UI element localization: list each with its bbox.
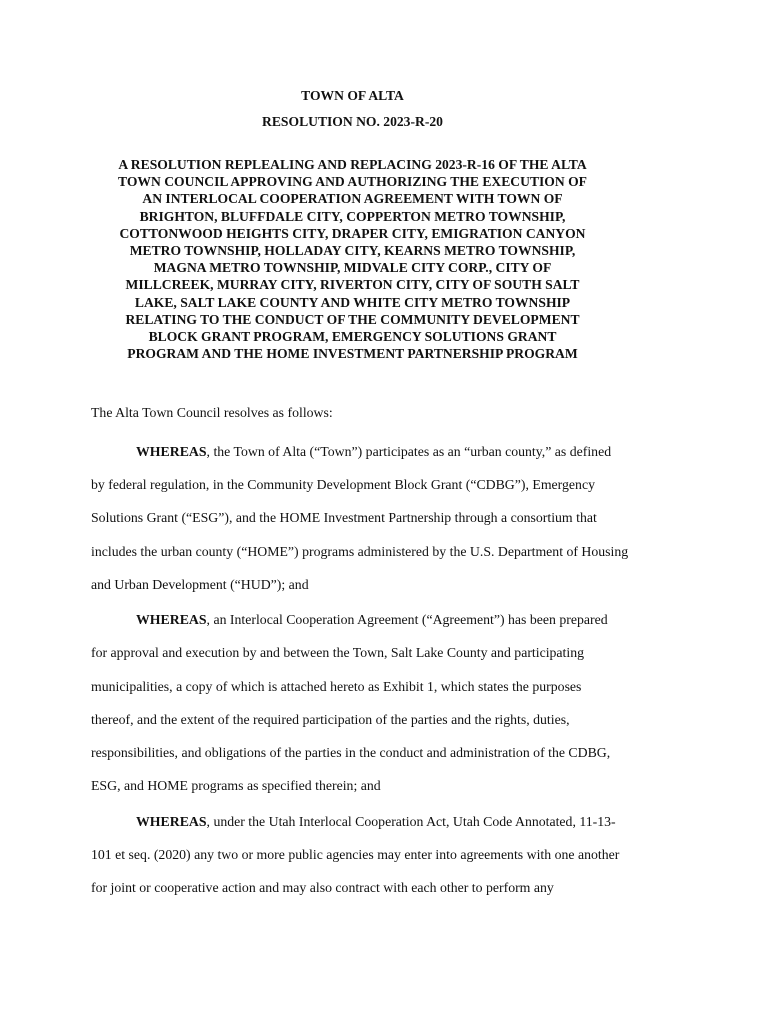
title-line: BRIGHTON, BLUFFDALE CITY, COPPERTON METRO TOWNSHIP, bbox=[139, 208, 566, 224]
whereas-2-line: ESG, and HOME programs as specified therein; and bbox=[91, 778, 381, 793]
title-line: LAKE, SALT LAKE COUNTY AND WHITE CITY METRO TOWNSHIP bbox=[134, 294, 571, 310]
whereas-1-line: and Urban Development (“HUD”); and bbox=[91, 577, 309, 592]
title-line: MAGNA METRO TOWNSHIP, MIDVALE CITY CORP., CITY OF bbox=[153, 260, 552, 276]
resolution-title bbox=[80, 156, 625, 362]
whereas-1-line: by federal regulation, in the Community Development Block Grant (“CDBG”), Emergency bbox=[91, 477, 595, 492]
whereas-2-line: municipalities, a copy of which is attached hereto as Exhibit 1, which states the purposes bbox=[91, 679, 582, 694]
title-line: TOWN COUNCIL APPROVING AND AUTHORIZING THE EXECUTION OF bbox=[118, 174, 587, 190]
intro-text: The Alta Town Council resolves as follows: bbox=[91, 405, 333, 420]
whereas-1-line: Solutions Grant (“ESG”), and the HOME Investment Partnership through a consortium that bbox=[91, 510, 597, 525]
whereas-3-line: 101 et seq. (2020) any two or more public agencies may enter into agreements with one another bbox=[91, 847, 620, 862]
title-line: RELATING TO THE CONDUCT OF THE COMMUNITY DEVELOPMENT bbox=[125, 311, 580, 327]
title-line: PROGRAM AND THE HOME INVESTMENT PARTNERSHIP PROGRAM bbox=[127, 346, 578, 362]
whereas-3-line: for joint or cooperative action and may also contract with each other to perform any bbox=[91, 880, 554, 895]
resolution-number: RESOLUTION NO. 2023-R-20 bbox=[262, 114, 443, 129]
title-line: COTTONWOOD HEIGHTS CITY, DRAPER CITY, EMIGRATION CANYON bbox=[119, 225, 586, 241]
whereas-text: , under the Utah Interlocal Cooperation Act, Utah Code Annotated, 11-13- bbox=[206, 814, 616, 829]
whereas-text: , the Town of Alta (“Town”) participates as an “urban county,” as defined bbox=[206, 444, 612, 459]
whereas-paragraph-2-first-line bbox=[136, 612, 608, 628]
title-line: MILLCREEK, MURRAY CITY, RIVERTON CITY, CITY OF SOUTH SALT bbox=[125, 277, 580, 293]
whereas-paragraph-1-first-line bbox=[136, 444, 611, 460]
title-line: BLOCK GRANT PROGRAM, EMERGENCY SOLUTIONS GRANT bbox=[148, 329, 557, 345]
town-heading: TOWN OF ALTA bbox=[301, 88, 404, 103]
whereas-text: , an Interlocal Cooperation Agreement (“Agreement”) has been prepared bbox=[206, 612, 608, 627]
whereas-2-line: for approval and execution by and between the Town, Salt Lake County and participating bbox=[91, 645, 585, 660]
whereas-keyword: WHEREAS bbox=[136, 612, 207, 627]
whereas-2-line: responsibilities, and obligations of the parties in the conduct and administration of the CDBG, bbox=[91, 745, 611, 760]
whereas-keyword: WHEREAS bbox=[136, 444, 207, 459]
title-line: A RESOLUTION REPLEALING AND REPLACING 2023-R-16 OF THE ALTA bbox=[118, 157, 587, 172]
whereas-paragraph-3-first-line bbox=[136, 814, 616, 830]
title-line: AN INTERLOCAL COOPERATION AGREEMENT WITH TOWN OF bbox=[142, 191, 563, 207]
title-line: METRO TOWNSHIP, HOLLADAY CITY, KEARNS METRO TOWNSHIP, bbox=[129, 243, 576, 259]
whereas-2-line: thereof, and the extent of the required participation of the parties and the rights, duties, bbox=[91, 712, 570, 727]
whereas-keyword: WHEREAS bbox=[136, 814, 207, 829]
whereas-1-line: includes the urban county (“HOME”) programs administered by the U.S. Department of Housing bbox=[91, 544, 629, 559]
